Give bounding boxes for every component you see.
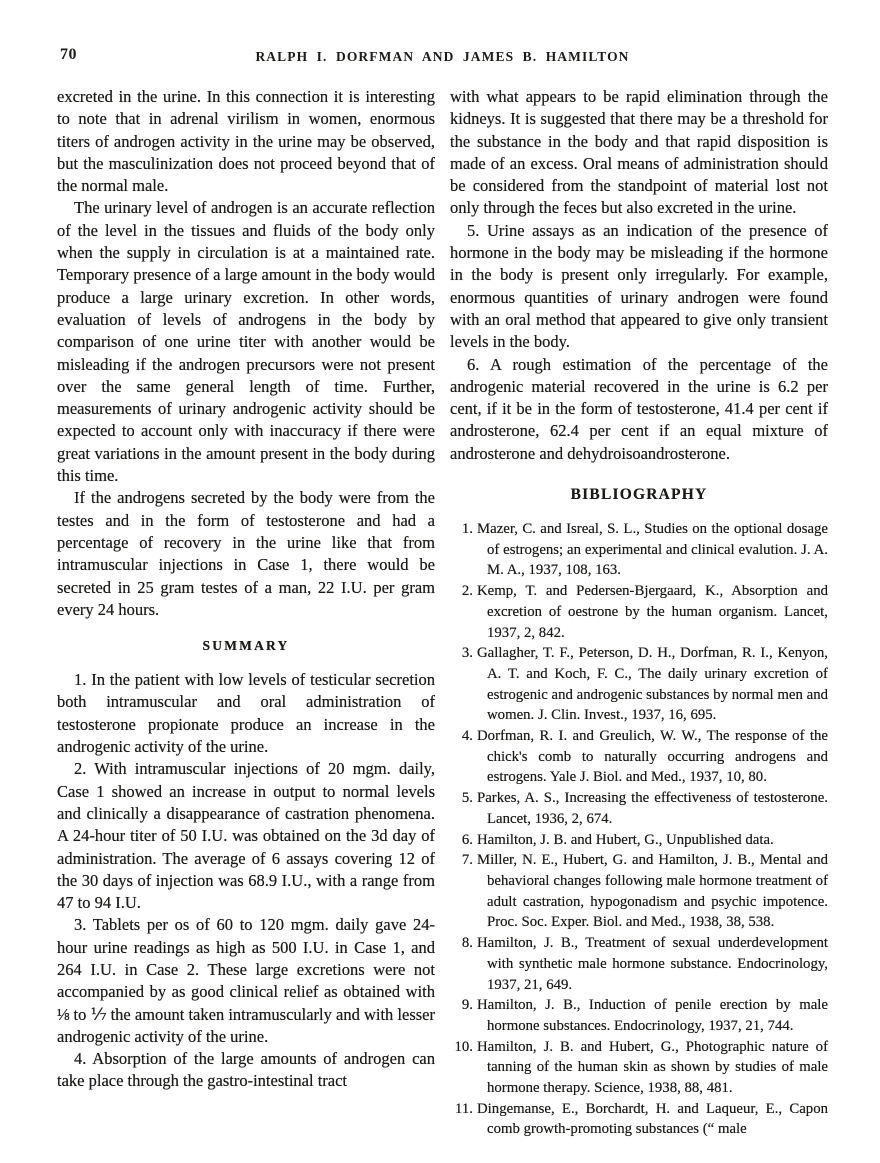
reference-number: 4.: [461, 728, 473, 745]
reference-number: 7.: [461, 852, 473, 869]
body-paragraph: 5. Urine assays as an indication of the presence of hormone in the body may be misleading if the hormone in the body is present only irregularly. For example, enormous quantities of urinary androgen were found with an oral method that appeared to give only transient levels in the body.: [450, 220, 828, 352]
reference-item: [450, 830, 828, 851]
reference-text: Miller, N. E., Hubert, G. and Hamilton, J. B., Mental and behavioral changes following male hormone treatment of adult castration, hypogonadism and psychic impotence. Proc. Soc. Exper. Biol. and Med., 1938, 38, 538.: [477, 852, 828, 931]
reference-list: [450, 519, 828, 1140]
reference-item: [450, 519, 828, 581]
reference-item: [450, 726, 828, 788]
reference-item: [450, 1099, 828, 1140]
reference-item: [450, 1037, 828, 1099]
reference-text: Parkes, A. S., Increasing the effectiveness of testosterone. Lancet, 1936, 2, 674.: [477, 790, 828, 827]
body-paragraph: The urinary level of androgen is an accurate reflection of the level in the tissues and fluids of the body only when the supply in circulation is at a maintained rate. Temporary presence of a large amount in the body would produce a large urinary excretion. In other words, evaluation of levels of androgens in the body by comparison of one urine titer with another would be misleading if the androgen precursors were not present over the same general length of time. Further, measurements of urinary androgenic activity should be expected to account only with inaccuracy if there were great variations in the amount present in the body during this time.: [57, 198, 435, 486]
reference-text: Hamilton, J. B. and Hubert, G., Unpublished data.: [477, 831, 774, 848]
summary-item: 3. Tablets per os of 60 to 120 mgm. daily gave 24-hour urine readings as high as 500 I.U. in Case 1, and 264 I.U. in Case 2. These large excretions were not accompanied by as good clinical relief as obtained with ⅛ to ⅐ the amount taken intramuscularly and with lesser androgenic activity of the urine.: [57, 915, 435, 1046]
page-number: 70: [60, 46, 77, 63]
reference-number: 9.: [461, 997, 473, 1014]
body-paragraph: If the androgens secreted by the body were from the testes and in the form of testosterone and had a percentage of recovery in the urine like that from intramuscular injections in Case 1, there would be secreted in 25 gram testes of a man, 22 I.U. per gram every 24 hours.: [57, 488, 435, 619]
bibliography-heading: BIBLIOGRAPHY: [570, 486, 708, 504]
reference-item: [450, 850, 828, 933]
reference-number: 3.: [461, 645, 473, 662]
summary-item: 2. With intramuscular injections of 20 mgm. daily, Case 1 showed an increase in output to normal levels and clinically a disappearance of castration phenomena. A 24-hour titer of 50 I.U. was obtained on the 3d day of administration. The average of 6 assays covering 12 of the 30 days of injection was 68.9 I.U., with a range from 47 to 94 I.U.: [57, 759, 435, 913]
reference-text: Hamilton, J. B. and Hubert, G., Photographic nature of tanning of the human skin as shown by studies of male hormone therapy. Science, 1938, 88, 481.: [477, 1038, 828, 1097]
running-head-title: RALPH I. DORFMAN AND JAMES B. HAMILTON: [255, 49, 630, 64]
reference-number: 6.: [461, 831, 473, 848]
reference-item: [450, 933, 828, 995]
summary-item: 1. In the patient with low levels of testicular secretion both intramuscular and oral administration of testosterone propionate produce an increase in the androgenic activity of the urine.: [57, 670, 435, 757]
reference-number: 1.: [461, 521, 473, 538]
reference-number: 2.: [461, 583, 473, 600]
left-column: [57, 86, 435, 1140]
reference-number: 10.: [454, 1038, 473, 1055]
body-paragraph: 6. A rough estimation of the percentage of the androgenic material recovered in the urine is 6.2 per cent, if it be in the form of testosterone, 41.4 per cent if androsterone, 62.4 per cent if an equal mixture of androsterone and dehydroisoandrosterone.: [450, 354, 828, 463]
reference-text: Hamilton, J. B., Induction of penile erection by male hormone substances. Endocrinology, 1937, 21, 744.: [477, 997, 828, 1034]
reference-number: 5.: [461, 790, 473, 807]
body-paragraph: with what appears to be rapid elimination through the kidneys. It is suggested that there may be a threshold for the substance in the body and that rapid disposition is made of an excess. Oral means of administration should be considered from the standpoint of material lost not only through the feces but also excreted in the urine.: [450, 87, 828, 218]
reference-number: 11.: [455, 1100, 473, 1117]
reference-item: [450, 643, 828, 726]
summary-item: 4. Absorption of the large amounts of androgen can take place through the gastro-intestinal tract: [57, 1049, 435, 1091]
reference-text: Kemp, T. and Pedersen-Bjergaard, K., Absorption and excretion of oestrone by the human organism. Lancet, 1937, 2, 842.: [477, 583, 828, 641]
right-column: [450, 86, 828, 1140]
reference-text: Dorfman, R. I. and Greulich, W. W., The response of the chick's comb to naturally occurring androgens and estrogens. Yale J. Biol. and Med., 1937, 10, 80.: [477, 728, 828, 786]
body-paragraph: excreted in the urine. In this connection it is interesting to note that in adrenal virilism in women, enormous titers of androgen activity in the urine may be observed, but the masculinization does not proceed beyond that of the normal male.: [57, 87, 435, 196]
page-content: [57, 46, 828, 1140]
reference-item: [450, 581, 828, 643]
reference-item: [450, 788, 828, 829]
reference-text: Mazer, C. and Isreal, S. L., Studies on the optional dosage of estrogens; an experimental and clinical evalution. J. A. M. A., 1937, 108, 163.: [477, 521, 828, 579]
reference-text: Gallagher, T. F., Peterson, D. H., Dorfman, R. I., Kenyon, A. T. and Koch, F. C., The daily urinary excretion of estrogenic and androgenic substances by normal men and women. J. Clin. Invest., 1937, 16, 695.: [477, 645, 828, 724]
reference-number: 8.: [461, 935, 473, 952]
reference-text: Hamilton, J. B., Treatment of sexual underdevelopment with synthetic male hormone substance. Endocrinology, 1937, 21, 649.: [477, 935, 828, 993]
running-header: [57, 46, 828, 68]
reference-item: [450, 995, 828, 1036]
reference-text: Dingemanse, E., Borchardt, H. and Laqueur, E., Capon comb growth-promoting substances (“ male: [477, 1100, 828, 1138]
two-column-layout: [57, 86, 828, 1140]
summary-heading: SUMMARY: [202, 638, 290, 654]
